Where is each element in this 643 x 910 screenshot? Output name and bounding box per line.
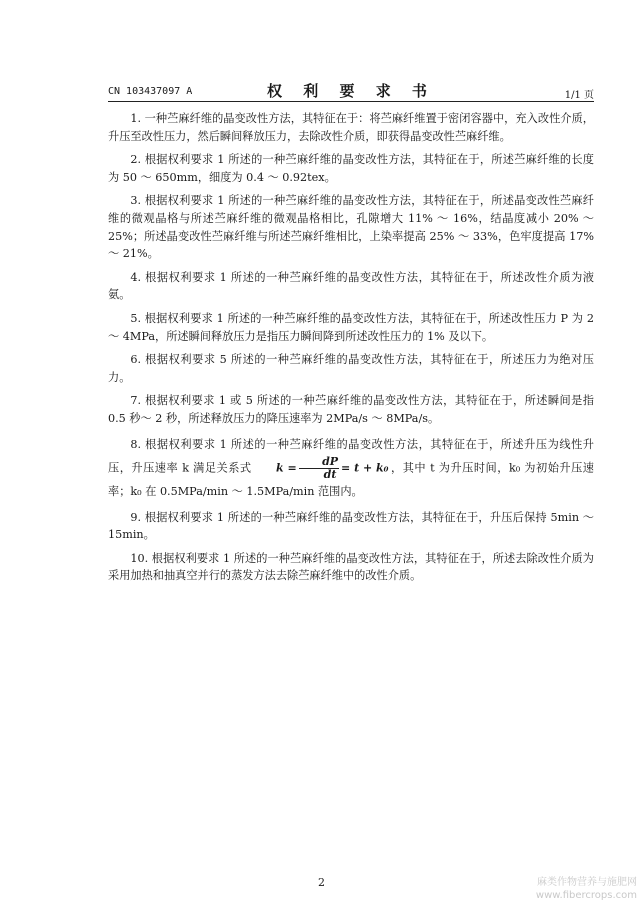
claim-1: 1. 一种苎麻纤维的晶变改性方法，其特征在于：将苎麻纤维置于密闭容器中，充入改性介质，升压至改性压力，然后瞬间释放压力，去除改性介质，即获得晶变改性苎麻纤维。 (108, 112, 594, 143)
formula-denominator: dt (323, 467, 337, 481)
claim-3: 3. 根据权利要求 1 所述的一种苎麻纤维的晶变改性方法，其特征在于，所述晶变改性苎麻纤维的微观晶格与所述苎麻纤维的微观晶格相比，孔隙增大 11% ～ 16%，结晶度减小 20% ～ 25%；所述晶变改性苎麻纤维与所述苎麻纤维相比，上染率提高 25% ～ 33%，色牢度提高 17% ～ 21%。 (108, 194, 594, 261)
watermark (536, 876, 637, 902)
claim-4: 4. 根据权利要求 1 所述的一种苎麻纤维的晶变改性方法，其特征在于，所述改性介质为液氨。 (108, 270, 594, 302)
page-number: 2 (318, 876, 325, 889)
claim-10: 10. 根据权利要求 1 所述的一种苎麻纤维的晶变改性方法，其特征在于，所述去除改性介质为采用加热和抽真空并行的蒸发方法去除苎麻纤维中的改性介质。 (108, 551, 594, 583)
rate-formula (254, 456, 389, 481)
formula-numerator: dP (299, 456, 339, 469)
claim-8-text-after: ，其中 t 为升压时间，k₀ 为初始升压速率；k₀ 在 0.5MPa/min ～ 1.5MPa/min 范围内。 (108, 461, 594, 498)
section-title: 权 利 要 求 书 (267, 82, 435, 100)
watermark-site-name: 麻类作物营养与施肥网 (537, 877, 637, 888)
document-header (108, 80, 594, 100)
claim-2: 2. 根据权利要求 1 所述的一种苎麻纤维的晶变改性方法，其特征在于，所述苎麻纤维的长度为 50 ～ 650mm，细度为 0.4 ～ 0.92tex。 (108, 153, 594, 184)
watermark-url: www.fibercrops.com (535, 890, 637, 901)
claim-8-text-before: 8. 根据权利要求 1 所述的一种苎麻纤维的晶变改性方法，其特征在于，所述升压为线性升压，升压速率 k 满足关系式 (108, 437, 594, 474)
claim-7: 7. 根据权利要求 1 或 5 所述的一种苎麻纤维的晶变改性方法，其特征在于，所述瞬间是指 0.5 秒～ 2 秒，所述释放压力的降压速率为 2MPa/s ～ 8MPa/s。 (108, 394, 594, 425)
formula-fraction (299, 456, 339, 481)
claim-8 (108, 434, 594, 503)
patent-number: CN 103437097 A (108, 86, 193, 97)
formula-lhs: k = (276, 461, 297, 474)
claim-5: 5. 根据权利要求 1 所述的一种苎麻纤维的晶变改性方法，其特征在于，所述改性压力 P 为 2 ～ 4MPa，所述瞬间释放压力是指压力瞬间降到所述改性压力的 1% 及以下。 (108, 311, 594, 343)
claim-9: 9. 根据权利要求 1 所述的一种苎麻纤维的晶变改性方法，其特征在于，升压后保持 5min ～ 15min。 (108, 510, 594, 542)
formula-rhs: = t + k₀ (341, 461, 389, 474)
claim-6: 6. 根据权利要求 5 所述的一种苎麻纤维的晶变改性方法，其特征在于，所述压力为绝对压力。 (108, 353, 594, 384)
header-divider (108, 101, 594, 102)
page-info: 1/1 页 (564, 90, 594, 101)
claims-list (108, 110, 594, 591)
